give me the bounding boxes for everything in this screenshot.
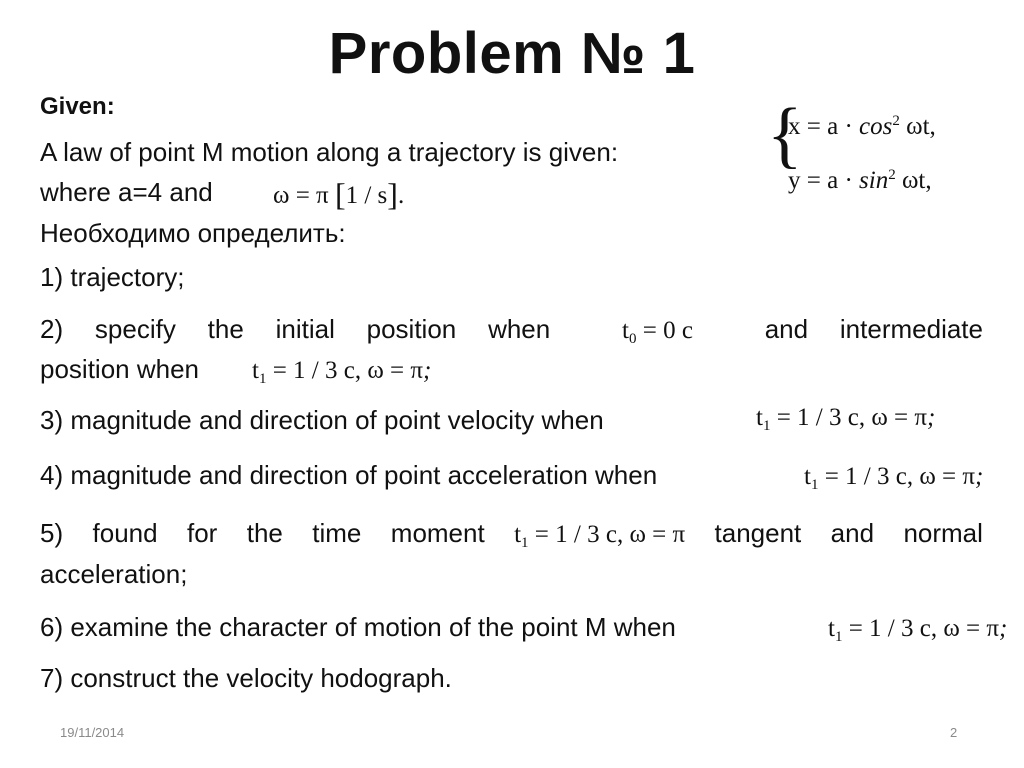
item-7: 7) construct the velocity hodograph.	[40, 663, 452, 693]
item-1: 1) trajectory;	[40, 262, 185, 292]
t1-expression-3: $t_1 = 1 / 3$ c, ω = π;	[756, 404, 936, 434]
item-4: 4) magnitude and direction of point acceleration when	[40, 460, 658, 490]
equation-x: $x = a \cdot \cos^2 \omega t$,	[788, 113, 936, 140]
item-5-line-1: 5) found for the time moment $t_1 = 1 / 3$ c, ω = π tangent and normal	[40, 518, 983, 551]
t0-expression: $t_0 = 0$ c	[622, 317, 693, 347]
page-title: Problem № 1	[328, 21, 696, 86]
t1-expression-2: $t_1 = 1 / 3$ c, ω = π;	[252, 357, 432, 387]
omega-definition: ω = π [1 / s].	[273, 176, 405, 212]
t1-expression-4: $t_1 = 1 / 3$ c, ω = π;	[804, 463, 984, 493]
t1-expression-6: $t_1 = 1 / 3$ c, ω = π;	[828, 615, 1008, 645]
equation-y: $y = a \cdot \sin^2 \omega t$,	[788, 167, 932, 194]
determine-text: Необходимо определить:	[40, 218, 346, 248]
item-5-line-2: acceleration;	[40, 559, 188, 589]
given-label: Given:	[40, 93, 115, 120]
footer-page-number: 2	[950, 725, 958, 740]
system-brace: {	[767, 94, 803, 176]
item-2-line-2: position when	[40, 354, 199, 384]
item-3: 3) magnitude and direction of point velocity when	[40, 405, 604, 435]
law-text: A law of point M motion along a trajectory is given:	[40, 137, 619, 167]
footer-date: 19/11/2014	[60, 725, 125, 740]
item-2-line-1: 2) specify the initial position when $t_0 = 0$ c and intermediate	[40, 314, 983, 347]
t1-expression-5: $t_1 = 1 / 3$ c, ω = π	[514, 521, 686, 551]
where-text: where a=4 and	[40, 177, 213, 207]
item-6: 6) examine the character of motion of the point M when	[40, 612, 676, 642]
